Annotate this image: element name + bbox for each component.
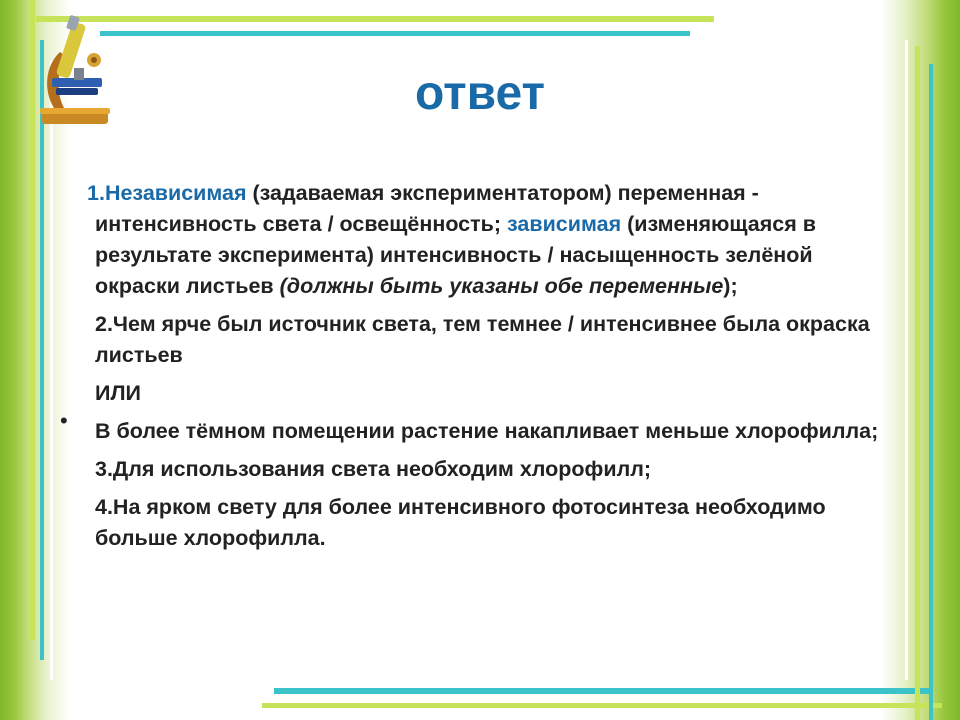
answer-item-4: 4.На ярком свету для более интенсивного фотосинтеза необходимо больше хлорофилла. [95,495,826,550]
top-cyan-line [100,31,690,36]
item1-note-end: ); [723,274,738,298]
item1-text-a: (задаваемая экспериментатором) переменная - интенсивность света / освещённость; [95,181,759,236]
bottom-cyan-line [274,688,930,694]
right-lime-line [915,46,920,720]
or-label: ИЛИ [95,381,141,405]
answer-content [87,178,895,561]
right-white-line [905,40,908,680]
answer-item-3: 3.Для использования света необходим хлорофилл; [95,457,652,481]
answer-item-1 [87,178,895,302]
top-lime-line [36,16,714,22]
bullet-marker: • [60,408,68,433]
alternative-answer: В более тёмном помещении растение накапливает меньше хлорофилла; [95,419,879,443]
bottom-lime-line [262,703,942,708]
item1-note: (должны быть указаны обе переменные [279,274,724,298]
right-cyan-line [929,64,933,720]
independent-label: Независимая [104,181,247,205]
item1-text-b: (изменяющаяся в результате эксперимента) интенсивность / насыщенность зелёной окраски листьев [95,212,816,298]
item1-number: 1. [87,181,105,205]
answer-item-2: 2.Чем ярче был источник света, тем темнее / интенсивнее была окраска листьев [95,312,870,367]
left-white-line [50,60,53,680]
left-cyan-line [40,40,44,660]
slide-title: ответ [414,67,546,120]
dependent-label: зависимая [507,212,622,236]
